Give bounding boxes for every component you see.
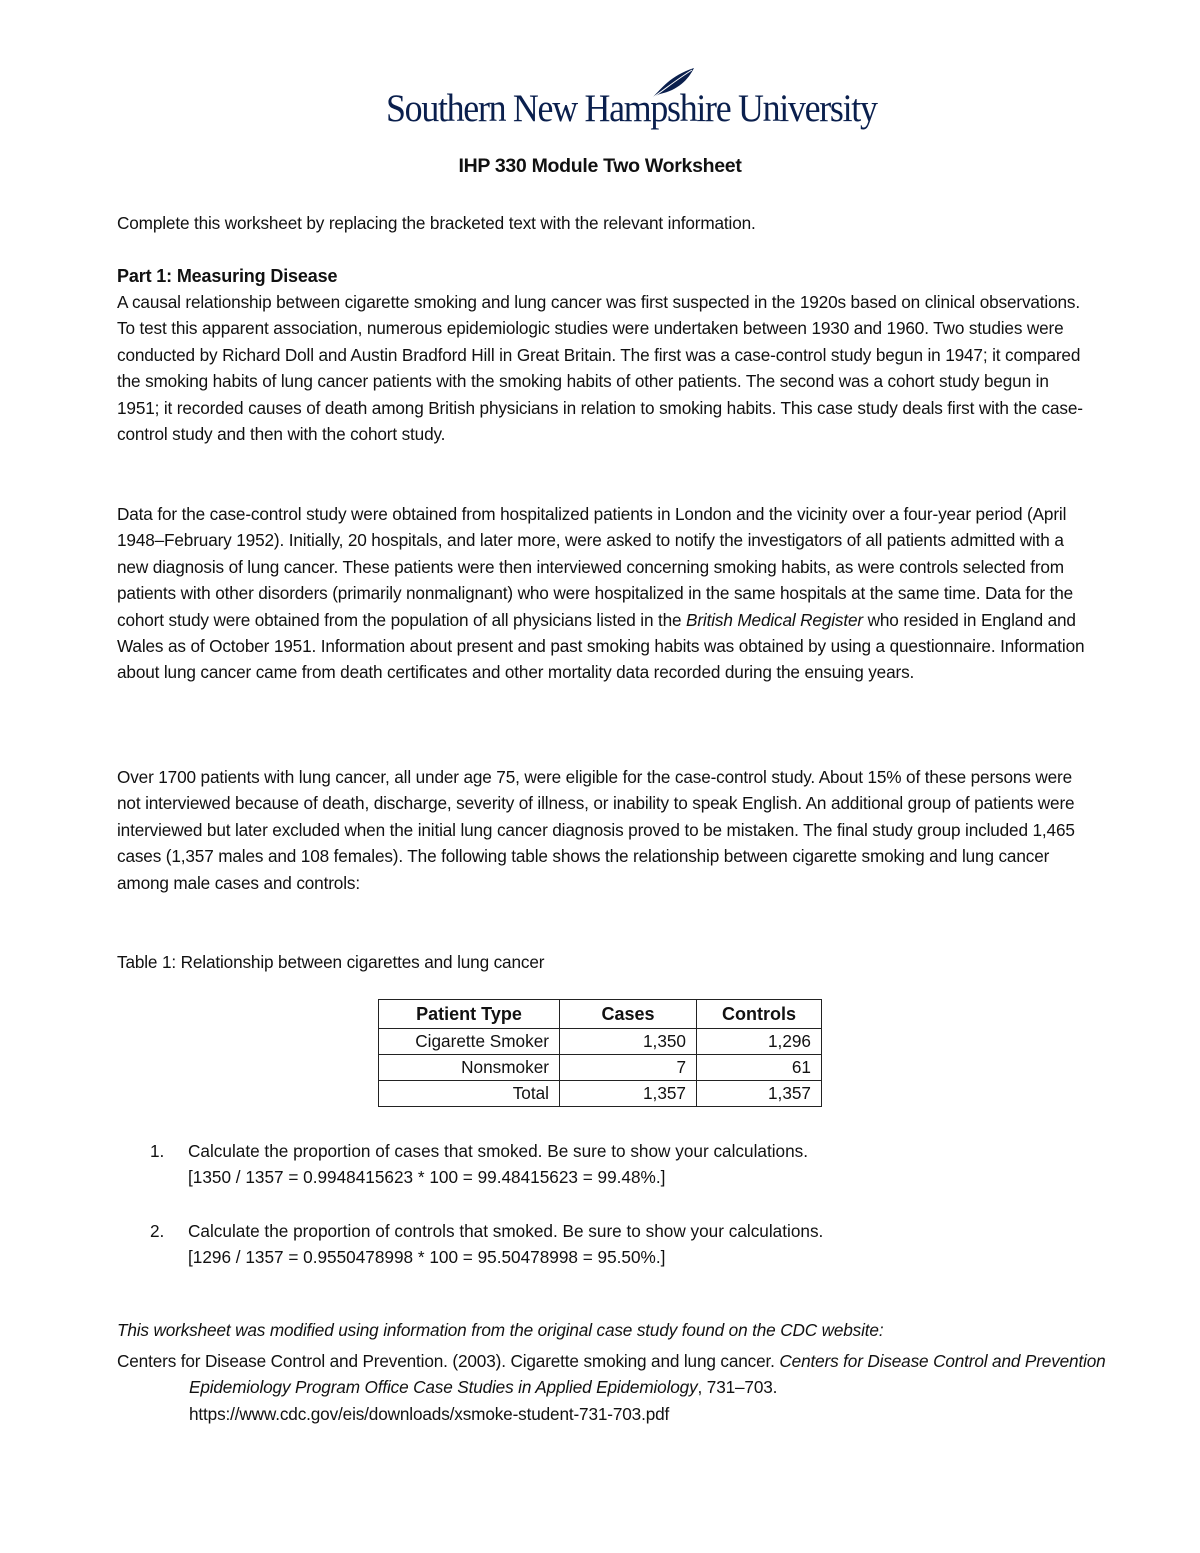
instructions-text: Complete this worksheet by replacing the bracketed text with the relevant information. bbox=[117, 213, 756, 233]
row-label: Total bbox=[379, 1081, 560, 1107]
reference-author: Centers for Disease Control and Prevention. (2003). Cigarette smoking and lung cancer. bbox=[117, 1351, 780, 1371]
table-header-row bbox=[379, 1000, 822, 1029]
header-controls: Controls bbox=[697, 1000, 822, 1029]
row-label: Cigarette Smoker bbox=[379, 1029, 560, 1055]
paragraph-2-text-a: Data for the case-control study were obtained from hospitalized patients in London and the vicinity over a four-year period (April 1948–February 1952). Initially, 20 hospitals, and later more, were asked to notify the investigators of all patients admitted with a new diagnosis of lung cancer. These patients were then interviewed concerning smoking habits, as were controls selected from patients with other disorders (primarily nonmalignant) who were hospitalized in the same hospitals at the same time. Data for the cohort study were obtained from the population of all physicians listed in the bbox=[117, 504, 1074, 630]
controls-value: 1,357 bbox=[697, 1081, 822, 1107]
row-label: Nonsmoker bbox=[379, 1055, 560, 1081]
cases-value: 1,357 bbox=[560, 1081, 697, 1107]
header-patient-type: Patient Type bbox=[379, 1000, 560, 1029]
reference-citation bbox=[117, 1348, 1157, 1427]
source-note: This worksheet was modified using information from the original case study found on the CDC website: bbox=[117, 1320, 884, 1340]
reference-pages: , 731–703. bbox=[697, 1377, 778, 1398]
reference-source: Centers for Disease Control and Prevention Epidemiology Program Office Case Studies in Applied Epidemiology bbox=[189, 1351, 1106, 1398]
leaf-icon bbox=[648, 66, 698, 100]
question-number: 1. bbox=[150, 1141, 165, 1161]
paragraph-2-italic: British Medical Register bbox=[686, 609, 863, 630]
cases-value: 7 bbox=[560, 1055, 697, 1081]
paragraph-3: Over 1700 patients with lung cancer, all under age 75, were eligible for the case-control study. About 15% of these persons were not interviewed because of death, discharge, severity of illness, or inability to speak English. An additional group of patients were interviewed but later excluded when the initial lung cancer diagnosis proved to be mistaken. The final study group included 1,465 cases (1,357 males and 108 females). The following table shows the relationship between cigarette smoking and lung cancer among male cases and controls: bbox=[117, 767, 1075, 893]
cases-value: 1,350 bbox=[560, 1029, 697, 1055]
section-heading: Part 1: Measuring Disease bbox=[117, 266, 338, 286]
table-row bbox=[379, 1081, 822, 1107]
table-row bbox=[379, 1029, 822, 1055]
logo-wordmark: Southern New Hampshire University bbox=[386, 87, 877, 130]
answer-field[interactable]: [1296 / 1357 = 0.9550478998 * 100 = 95.50478998 = 95.50%.] bbox=[188, 1247, 666, 1268]
question-number: 2. bbox=[150, 1221, 165, 1241]
answer-field[interactable]: [1350 / 1357 = 0.9948415623 * 100 = 99.48415623 = 99.48%.] bbox=[188, 1167, 666, 1188]
controls-value: 1,296 bbox=[697, 1029, 822, 1055]
controls-value: 61 bbox=[697, 1055, 822, 1081]
reference-url[interactable]: https://www.cdc.gov/eis/downloads/xsmoke-student-731-703.pdf bbox=[189, 1403, 670, 1424]
header-cases: Cases bbox=[560, 1000, 697, 1029]
page-title: IHP 330 Module Two Worksheet bbox=[458, 155, 742, 177]
table-caption: Table 1: Relationship between cigarettes and lung cancer bbox=[117, 952, 545, 972]
paragraph-1: A causal relationship between cigarette smoking and lung cancer was first suspected in the 1920s based on clinical observations. To test this apparent association, numerous epidemiologic studies were undertaken between 1930 and 1960. Two studies were conducted by Richard Doll and Austin Bradford Hill in Great Britain. The first was a case-control study begun in 1947; it compared the smoking habits of lung cancer patients with the smoking habits of other patients. The second was a cohort study begun in 1951; it recorded causes of death among British physicians in relation to smoking habits. This case study deals first with the case-control study and then with the cohort study. bbox=[117, 292, 1083, 445]
university-logo bbox=[386, 66, 877, 136]
question-text: Calculate the proportion of controls that smoked. Be sure to show your calculations. bbox=[188, 1221, 824, 1241]
paragraph-2-text-b: who resided in England and Wales as of October 1951. Information about present and past smoking habits was obtained by using a questionnaire. Information about lung cancer came from death certificates and other mortality data recorded during the ensuing years. bbox=[117, 609, 1085, 683]
question-text: Calculate the proportion of cases that smoked. Be sure to show your calculations. bbox=[188, 1141, 809, 1161]
table-row bbox=[379, 1055, 822, 1081]
smoking-data-table bbox=[378, 999, 822, 1107]
paragraph-2 bbox=[117, 501, 1085, 686]
